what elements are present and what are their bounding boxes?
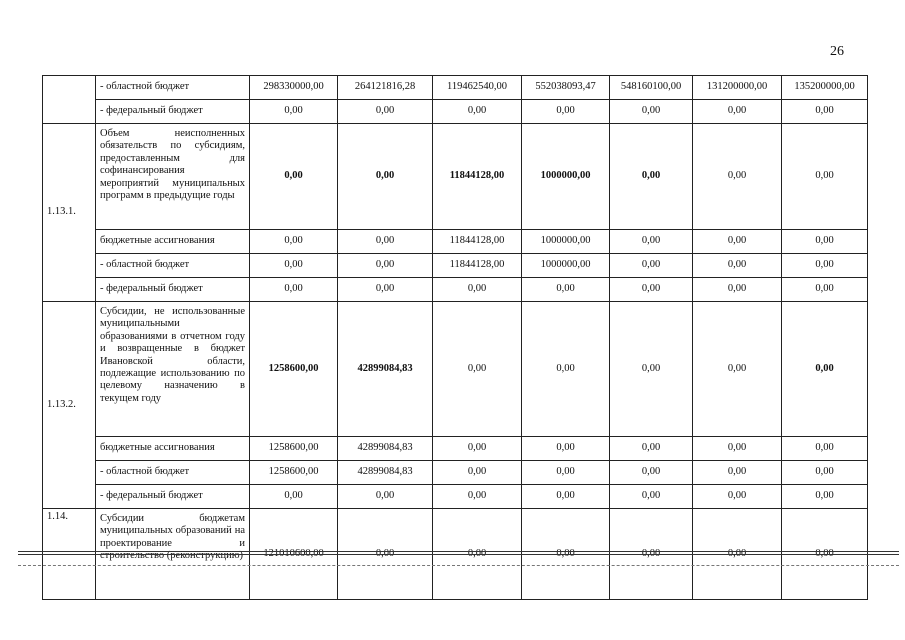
- value-cell: 0,00: [522, 485, 610, 509]
- value-cell: 0,00: [693, 485, 782, 509]
- value-cell: 0,00: [693, 302, 782, 437]
- value-cell: 0,00: [522, 302, 610, 437]
- budget-table: [42, 75, 868, 600]
- value-cell: 0,00: [782, 254, 868, 278]
- row-label: - федеральный бюджет: [96, 278, 250, 302]
- value-cell: 0,00: [610, 230, 693, 254]
- value-cell: 0,00: [693, 100, 782, 124]
- value-cell: 0,00: [338, 509, 433, 600]
- value-cell: 0,00: [522, 437, 610, 461]
- value-cell: 0,00: [610, 100, 693, 124]
- value-cell: 0,00: [522, 100, 610, 124]
- value-cell: 0,00: [610, 302, 693, 437]
- row-label: Субсидии бюджетам муниципальных образований на проектирование и строительство (реконструкцию): [96, 509, 250, 600]
- value-cell: 1000000,00: [522, 254, 610, 278]
- value-cell: 0,00: [782, 461, 868, 485]
- value-cell: 119462540,00: [433, 76, 522, 100]
- value-cell: 135200000,00: [782, 76, 868, 100]
- value-cell: 0,00: [610, 461, 693, 485]
- value-cell: 0,00: [782, 230, 868, 254]
- value-cell: 42899084,83: [338, 461, 433, 485]
- value-cell: 0,00: [693, 509, 782, 600]
- value-cell: 0,00: [338, 124, 433, 230]
- value-cell: 0,00: [610, 124, 693, 230]
- value-cell: 0,00: [693, 437, 782, 461]
- value-cell: 0,00: [610, 437, 693, 461]
- value-cell: 0,00: [782, 485, 868, 509]
- row-number: 1.14.: [43, 509, 96, 600]
- row-label: бюджетные ассигнования: [96, 230, 250, 254]
- row-number: [43, 76, 96, 124]
- value-cell: 0,00: [693, 230, 782, 254]
- row-number: 1.13.1.: [43, 124, 96, 302]
- page-number: 26: [830, 44, 844, 59]
- value-cell: 548160100,00: [610, 76, 693, 100]
- value-cell: 0,00: [338, 254, 433, 278]
- value-cell: 0,00: [338, 278, 433, 302]
- value-cell: 0,00: [433, 100, 522, 124]
- value-cell: 0,00: [250, 100, 338, 124]
- value-cell: 11844128,00: [433, 124, 522, 230]
- value-cell: 131200000,00: [693, 76, 782, 100]
- value-cell: 1258600,00: [250, 437, 338, 461]
- value-cell: 0,00: [433, 461, 522, 485]
- value-cell: 0,00: [250, 254, 338, 278]
- row-label: - областной бюджет: [96, 461, 250, 485]
- row-number: 1.13.2.: [43, 302, 96, 509]
- table-row: [43, 254, 868, 278]
- value-cell: 0,00: [433, 278, 522, 302]
- value-cell: 0,00: [693, 278, 782, 302]
- table-row: [43, 302, 868, 437]
- value-cell: 0,00: [693, 254, 782, 278]
- table-row: [43, 100, 868, 124]
- value-cell: 0,00: [522, 278, 610, 302]
- value-cell: 0,00: [782, 124, 868, 230]
- row-label: бюджетные ассигнования: [96, 437, 250, 461]
- value-cell: 42899084,83: [338, 302, 433, 437]
- value-cell: 298330000,00: [250, 76, 338, 100]
- value-cell: 0,00: [433, 302, 522, 437]
- value-cell: 0,00: [433, 485, 522, 509]
- value-cell: 0,00: [610, 254, 693, 278]
- value-cell: 0,00: [693, 124, 782, 230]
- value-cell: 0,00: [782, 509, 868, 600]
- table-row: [43, 485, 868, 509]
- table-row: [43, 230, 868, 254]
- row-label: - областной бюджет: [96, 254, 250, 278]
- value-cell: 0,00: [338, 100, 433, 124]
- value-cell: 11844128,00: [433, 230, 522, 254]
- value-cell: 1258600,00: [250, 461, 338, 485]
- value-cell: 0,00: [250, 124, 338, 230]
- value-cell: 0,00: [610, 485, 693, 509]
- value-cell: 0,00: [782, 437, 868, 461]
- value-cell: 0,00: [610, 509, 693, 600]
- value-cell: 0,00: [250, 230, 338, 254]
- value-cell: 11844128,00: [433, 254, 522, 278]
- row-label: Субсидии, не использованные муниципальными образованиями в отчетном году и возвращенные в бюджет Ивановской области, подлежащие использованию по целевому назначению в текущем году: [96, 302, 250, 437]
- value-cell: 1000000,00: [522, 124, 610, 230]
- value-cell: 1258600,00: [250, 302, 338, 437]
- value-cell: 0,00: [338, 230, 433, 254]
- table-row: [43, 437, 868, 461]
- value-cell: 0,00: [782, 302, 868, 437]
- value-cell: 552038093,47: [522, 76, 610, 100]
- scan-artifact-lines: [0, 548, 905, 572]
- value-cell: 0,00: [782, 278, 868, 302]
- table-row: [43, 278, 868, 302]
- value-cell: 0,00: [338, 485, 433, 509]
- value-cell: 0,00: [433, 437, 522, 461]
- table-row: [43, 76, 868, 100]
- value-cell: 0,00: [250, 278, 338, 302]
- row-label: Объем неисполненных обязательств по субсидиям, предоставленным для софинансирования мероприятий муниципальных программ в предыдущие годы: [96, 124, 250, 230]
- value-cell: 1000000,00: [522, 230, 610, 254]
- value-cell: 0,00: [433, 509, 522, 600]
- table-row: [43, 124, 868, 230]
- value-cell: 0,00: [782, 100, 868, 124]
- value-cell: 0,00: [610, 278, 693, 302]
- row-label: - федеральный бюджет: [96, 100, 250, 124]
- value-cell: 0,00: [522, 461, 610, 485]
- value-cell: 42899084,83: [338, 437, 433, 461]
- row-label: - областной бюджет: [96, 76, 250, 100]
- value-cell: 0,00: [250, 485, 338, 509]
- row-label: - федеральный бюджет: [96, 485, 250, 509]
- table-row: [43, 461, 868, 485]
- value-cell: 0,00: [522, 509, 610, 600]
- value-cell: 264121816,28: [338, 76, 433, 100]
- value-cell: 121010600,00: [250, 509, 338, 600]
- value-cell: 0,00: [693, 461, 782, 485]
